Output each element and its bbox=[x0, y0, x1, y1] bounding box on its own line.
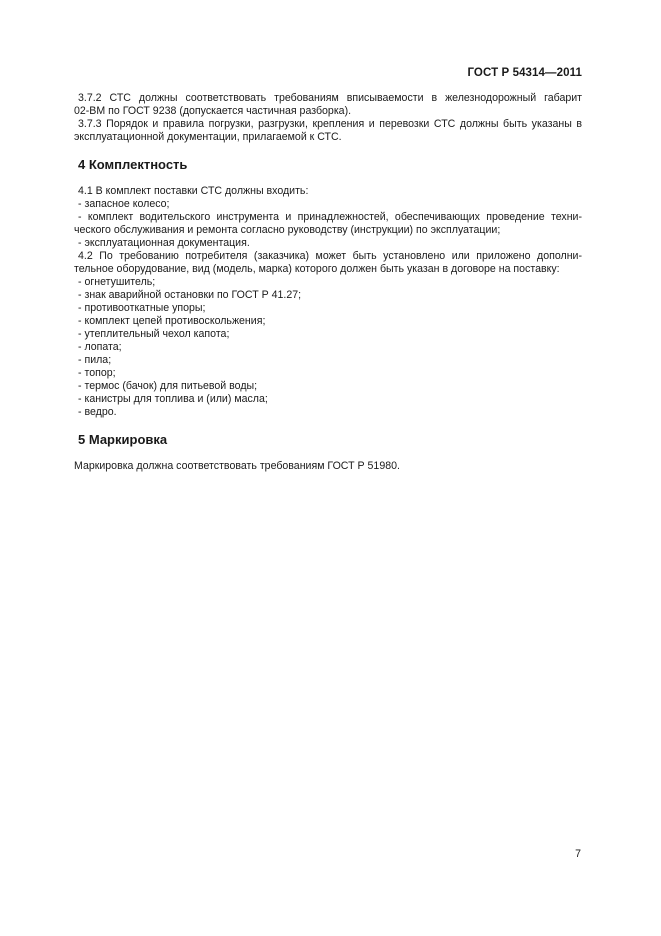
list-item: - лопата; bbox=[78, 341, 122, 353]
list-item: - запасное колесо; bbox=[78, 198, 170, 210]
paragraph-line: 3.7.3 Порядок и правила погрузки, разгрузки, крепления и перевозки СТС должны быть указаны в bbox=[78, 118, 582, 130]
list-item: - огнетушитель; bbox=[78, 276, 156, 288]
list-item: - комплект водительского инструмента и принадлежностей, обеспечивающих проведение техни- bbox=[78, 211, 582, 223]
list-item: - знак аварийной остановки по ГОСТ Р 41.27; bbox=[78, 289, 302, 301]
paragraph-3-7-2 bbox=[74, 92, 582, 118]
list-item: - канистры для топлива и (или) масла; bbox=[78, 393, 268, 405]
list-item: - пила; bbox=[78, 354, 112, 366]
list-item: - утеплительный чехол капота; bbox=[78, 328, 230, 340]
paragraph-3-7-3 bbox=[74, 118, 582, 144]
list-item: - эксплуатационная документация. bbox=[78, 237, 250, 249]
page-number: 7 bbox=[575, 848, 581, 860]
paragraph-line: 02-ВМ по ГОСТ 9238 (допускается частичная разборка). bbox=[74, 105, 352, 117]
paragraph-line: эксплуатационной документации, прилагаемой к СТС. bbox=[74, 131, 342, 143]
list-item: - ведро. bbox=[78, 406, 117, 418]
paragraph-4-2 bbox=[74, 250, 582, 419]
paragraph-5-text: Маркировка должна соответствовать требованиям ГОСТ Р 51980. bbox=[74, 460, 400, 472]
paragraph-line: 3.7.2 СТС должны соответствовать требованиям вписываемости в железнодорожный габарит bbox=[78, 92, 582, 104]
paragraph-line: 4.1 В комплект поставки СТС должны входить: bbox=[78, 185, 309, 197]
list-item: - топор; bbox=[78, 367, 116, 379]
list-item: - термос (бачок) для питьевой воды; bbox=[78, 380, 258, 392]
document-body bbox=[74, 92, 582, 473]
document-code-header: ГОСТ Р 54314—2011 bbox=[467, 67, 582, 79]
section-title-5: 5 Маркировка bbox=[78, 432, 168, 447]
paragraph-line: 4.2 По требованию потребителя (заказчика) может быть установлено или приложено дополни- bbox=[78, 250, 582, 262]
section-title-4: 4 Комплектность bbox=[78, 157, 188, 172]
list-item: - комплект цепей противоскольжения; bbox=[78, 315, 266, 327]
list-item: - противооткатные упоры; bbox=[78, 302, 206, 314]
list-item-continuation: ческого обслуживания и ремонта согласно руководству (инструкции) по эксплуатации; bbox=[74, 224, 501, 236]
paragraph-4-1 bbox=[74, 185, 582, 250]
paragraph-line: тельное оборудование, вид (модель, марка) которого должен быть указан в договоре на поставку: bbox=[74, 263, 560, 275]
